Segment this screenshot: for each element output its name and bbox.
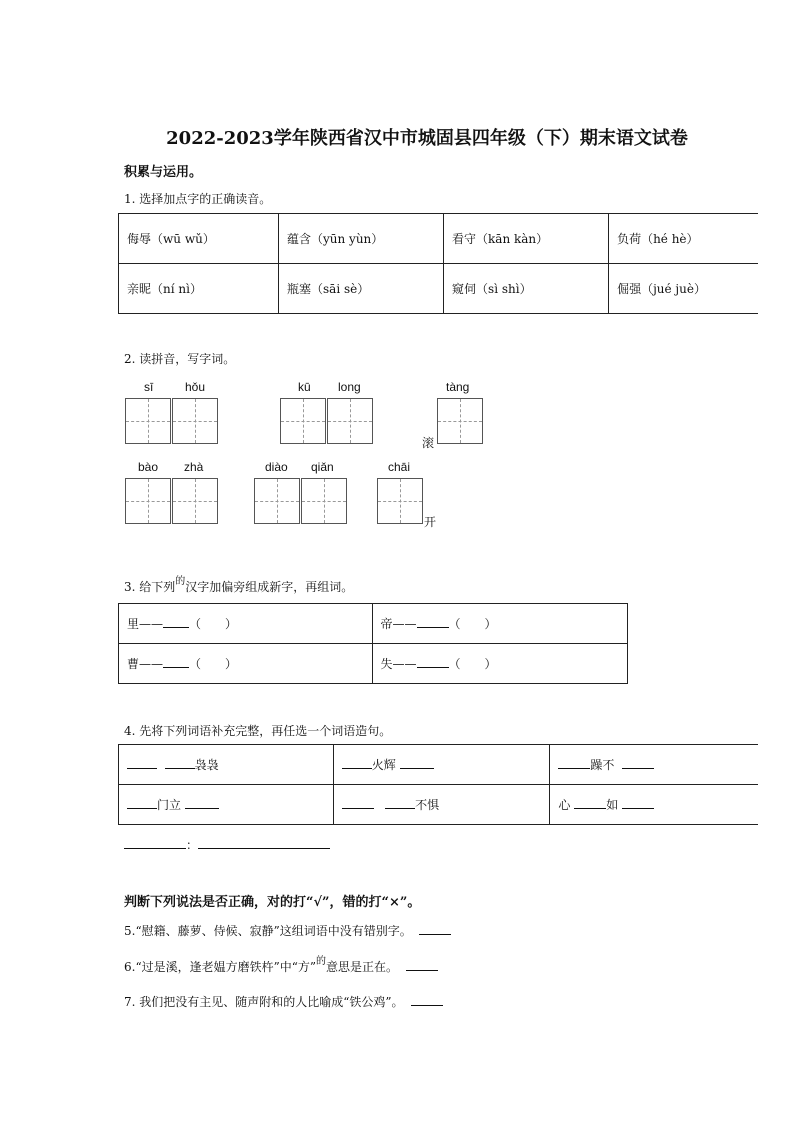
word-suffix: 开: [424, 515, 437, 529]
sentence-answer-line: [124, 836, 330, 853]
question-6-sup: 的: [316, 956, 326, 967]
pinyin-label: long: [338, 380, 361, 394]
pinyin-label: chāi: [388, 460, 411, 474]
pinyin-label: diào: [265, 460, 288, 474]
writing-box[interactable]: [125, 478, 171, 524]
q4-word: 如: [606, 798, 619, 812]
q1-cell: 侮辱（wū wǔ）: [119, 214, 279, 264]
q4-word: 不惧: [415, 798, 440, 812]
writing-box[interactable]: [172, 478, 218, 524]
answer-paren[interactable]: （ ）: [189, 657, 238, 671]
answer-blank[interactable]: [622, 758, 654, 769]
answer-blank[interactable]: [342, 798, 374, 809]
answer-paren[interactable]: （ ）: [448, 657, 497, 671]
answer-blank[interactable]: [165, 758, 195, 769]
question-5: [124, 922, 451, 939]
question-4-table: [118, 744, 758, 825]
q4-cell: [119, 785, 334, 825]
question-5-text: 5.“慰籍、藤萝、侍候、寂静”这组词语中没有错别字。: [124, 924, 412, 938]
q1-cell: 负荷（hé hè）: [609, 214, 758, 264]
question-3-prompt: [124, 578, 353, 595]
writing-box[interactable]: [172, 398, 218, 444]
answer-blank[interactable]: [127, 798, 157, 809]
answer-blank[interactable]: [417, 617, 449, 628]
answer-blank[interactable]: [342, 758, 372, 769]
answer-blank[interactable]: [558, 758, 590, 769]
pinyin-label: zhà: [184, 460, 204, 474]
q1-cell: 看守（kān kàn）: [444, 214, 609, 264]
section-heading-accumulation: 积累与运用。: [124, 165, 203, 180]
q4-word: 躁不: [590, 758, 615, 772]
answer-blank[interactable]: [406, 960, 438, 971]
q1-cell: 亲昵（ní nì）: [119, 264, 279, 314]
q1-cell: 倔强（jué juè）: [609, 264, 758, 314]
writing-box[interactable]: [301, 478, 347, 524]
colon: ：: [186, 838, 199, 852]
answer-blank[interactable]: [163, 617, 189, 628]
q4-cell: [333, 785, 550, 825]
question-7-text: 7. 我们把没有主见、随声附和的人比喻成“铁公鸡”。: [124, 995, 404, 1009]
question-7: [124, 993, 443, 1010]
q1-cell: 窥伺（sì shì）: [444, 264, 609, 314]
question-3-prompt-text: 汉字加偏旁组成新字，再组词。: [185, 580, 354, 594]
question-3-table: [118, 603, 628, 684]
q4-cell: [550, 745, 758, 785]
q3-char: 帝——: [380, 617, 417, 631]
writing-box[interactable]: [327, 398, 373, 444]
answer-blank[interactable]: [185, 798, 219, 809]
pinyin-label: hǒu: [185, 380, 206, 394]
q4-word: 火辉: [371, 758, 396, 772]
answer-blank[interactable]: [417, 657, 449, 668]
q4-cell: [550, 785, 758, 825]
word-suffix: 滚: [422, 436, 435, 450]
answer-blank[interactable]: [198, 838, 330, 849]
question-2-prompt: 2. 读拼音，写字词。: [124, 352, 236, 366]
q1-cell: 瓶塞（sāi sè）: [279, 264, 444, 314]
writing-box[interactable]: [125, 398, 171, 444]
answer-blank[interactable]: [385, 798, 415, 809]
section-heading-judgement: 判断下列说法是否正确，对的打“√”，错的打“×”。: [124, 895, 421, 910]
question-1-table: [118, 213, 758, 314]
page-title: 2022-2023学年陕西省汉中市城固县四年级（下）期末语文试卷: [166, 128, 688, 149]
pinyin-label: tàng: [446, 380, 470, 394]
q3-cell: [372, 604, 627, 644]
pinyin-label: bào: [138, 460, 159, 474]
q4-word: 心: [558, 798, 571, 812]
q4-cell: [119, 745, 334, 785]
q4-cell: [333, 745, 550, 785]
answer-blank[interactable]: [574, 798, 606, 809]
answer-blank[interactable]: [127, 758, 157, 769]
q4-word: 袅袅: [194, 758, 219, 772]
q1-cell: 蕴含（yūn yùn）: [279, 214, 444, 264]
pinyin-label: sī: [144, 380, 154, 394]
answer-paren[interactable]: （ ）: [189, 617, 238, 631]
answer-blank[interactable]: [163, 657, 189, 668]
answer-paren[interactable]: （ ）: [448, 617, 497, 631]
answer-blank[interactable]: [419, 924, 451, 935]
answer-blank[interactable]: [400, 758, 434, 769]
writing-box[interactable]: [377, 478, 423, 524]
question-3-prompt-sup: 的: [175, 576, 186, 587]
q4-word: 门立: [157, 798, 182, 812]
q3-char: 曹——: [127, 657, 164, 671]
pinyin-label: qiǎn: [311, 460, 334, 474]
answer-blank[interactable]: [411, 995, 443, 1006]
question-6: [124, 958, 438, 975]
q3-char: 失——: [380, 657, 417, 671]
pinyin-label: kū: [298, 380, 311, 394]
writing-box[interactable]: [254, 478, 300, 524]
question-1-prompt: 1. 选择加点字的正确读音。: [124, 192, 272, 206]
question-4-prompt: 4. 先将下列词语补充完整，再任选一个词语造句。: [124, 724, 392, 738]
question-6-text: 意思是正在。: [326, 960, 399, 974]
writing-box[interactable]: [437, 398, 483, 444]
q3-cell: [372, 644, 627, 684]
answer-blank[interactable]: [622, 798, 654, 809]
q3-cell: [119, 604, 373, 644]
q3-cell: [119, 644, 373, 684]
writing-box[interactable]: [280, 398, 326, 444]
q3-char: 里——: [127, 617, 164, 631]
question-3-prompt-text: 3. 给下列: [124, 580, 176, 594]
question-6-text: 6.“过是溪，逢老媪方磨铁杵”中“方”: [124, 960, 316, 974]
answer-blank[interactable]: [124, 838, 186, 849]
